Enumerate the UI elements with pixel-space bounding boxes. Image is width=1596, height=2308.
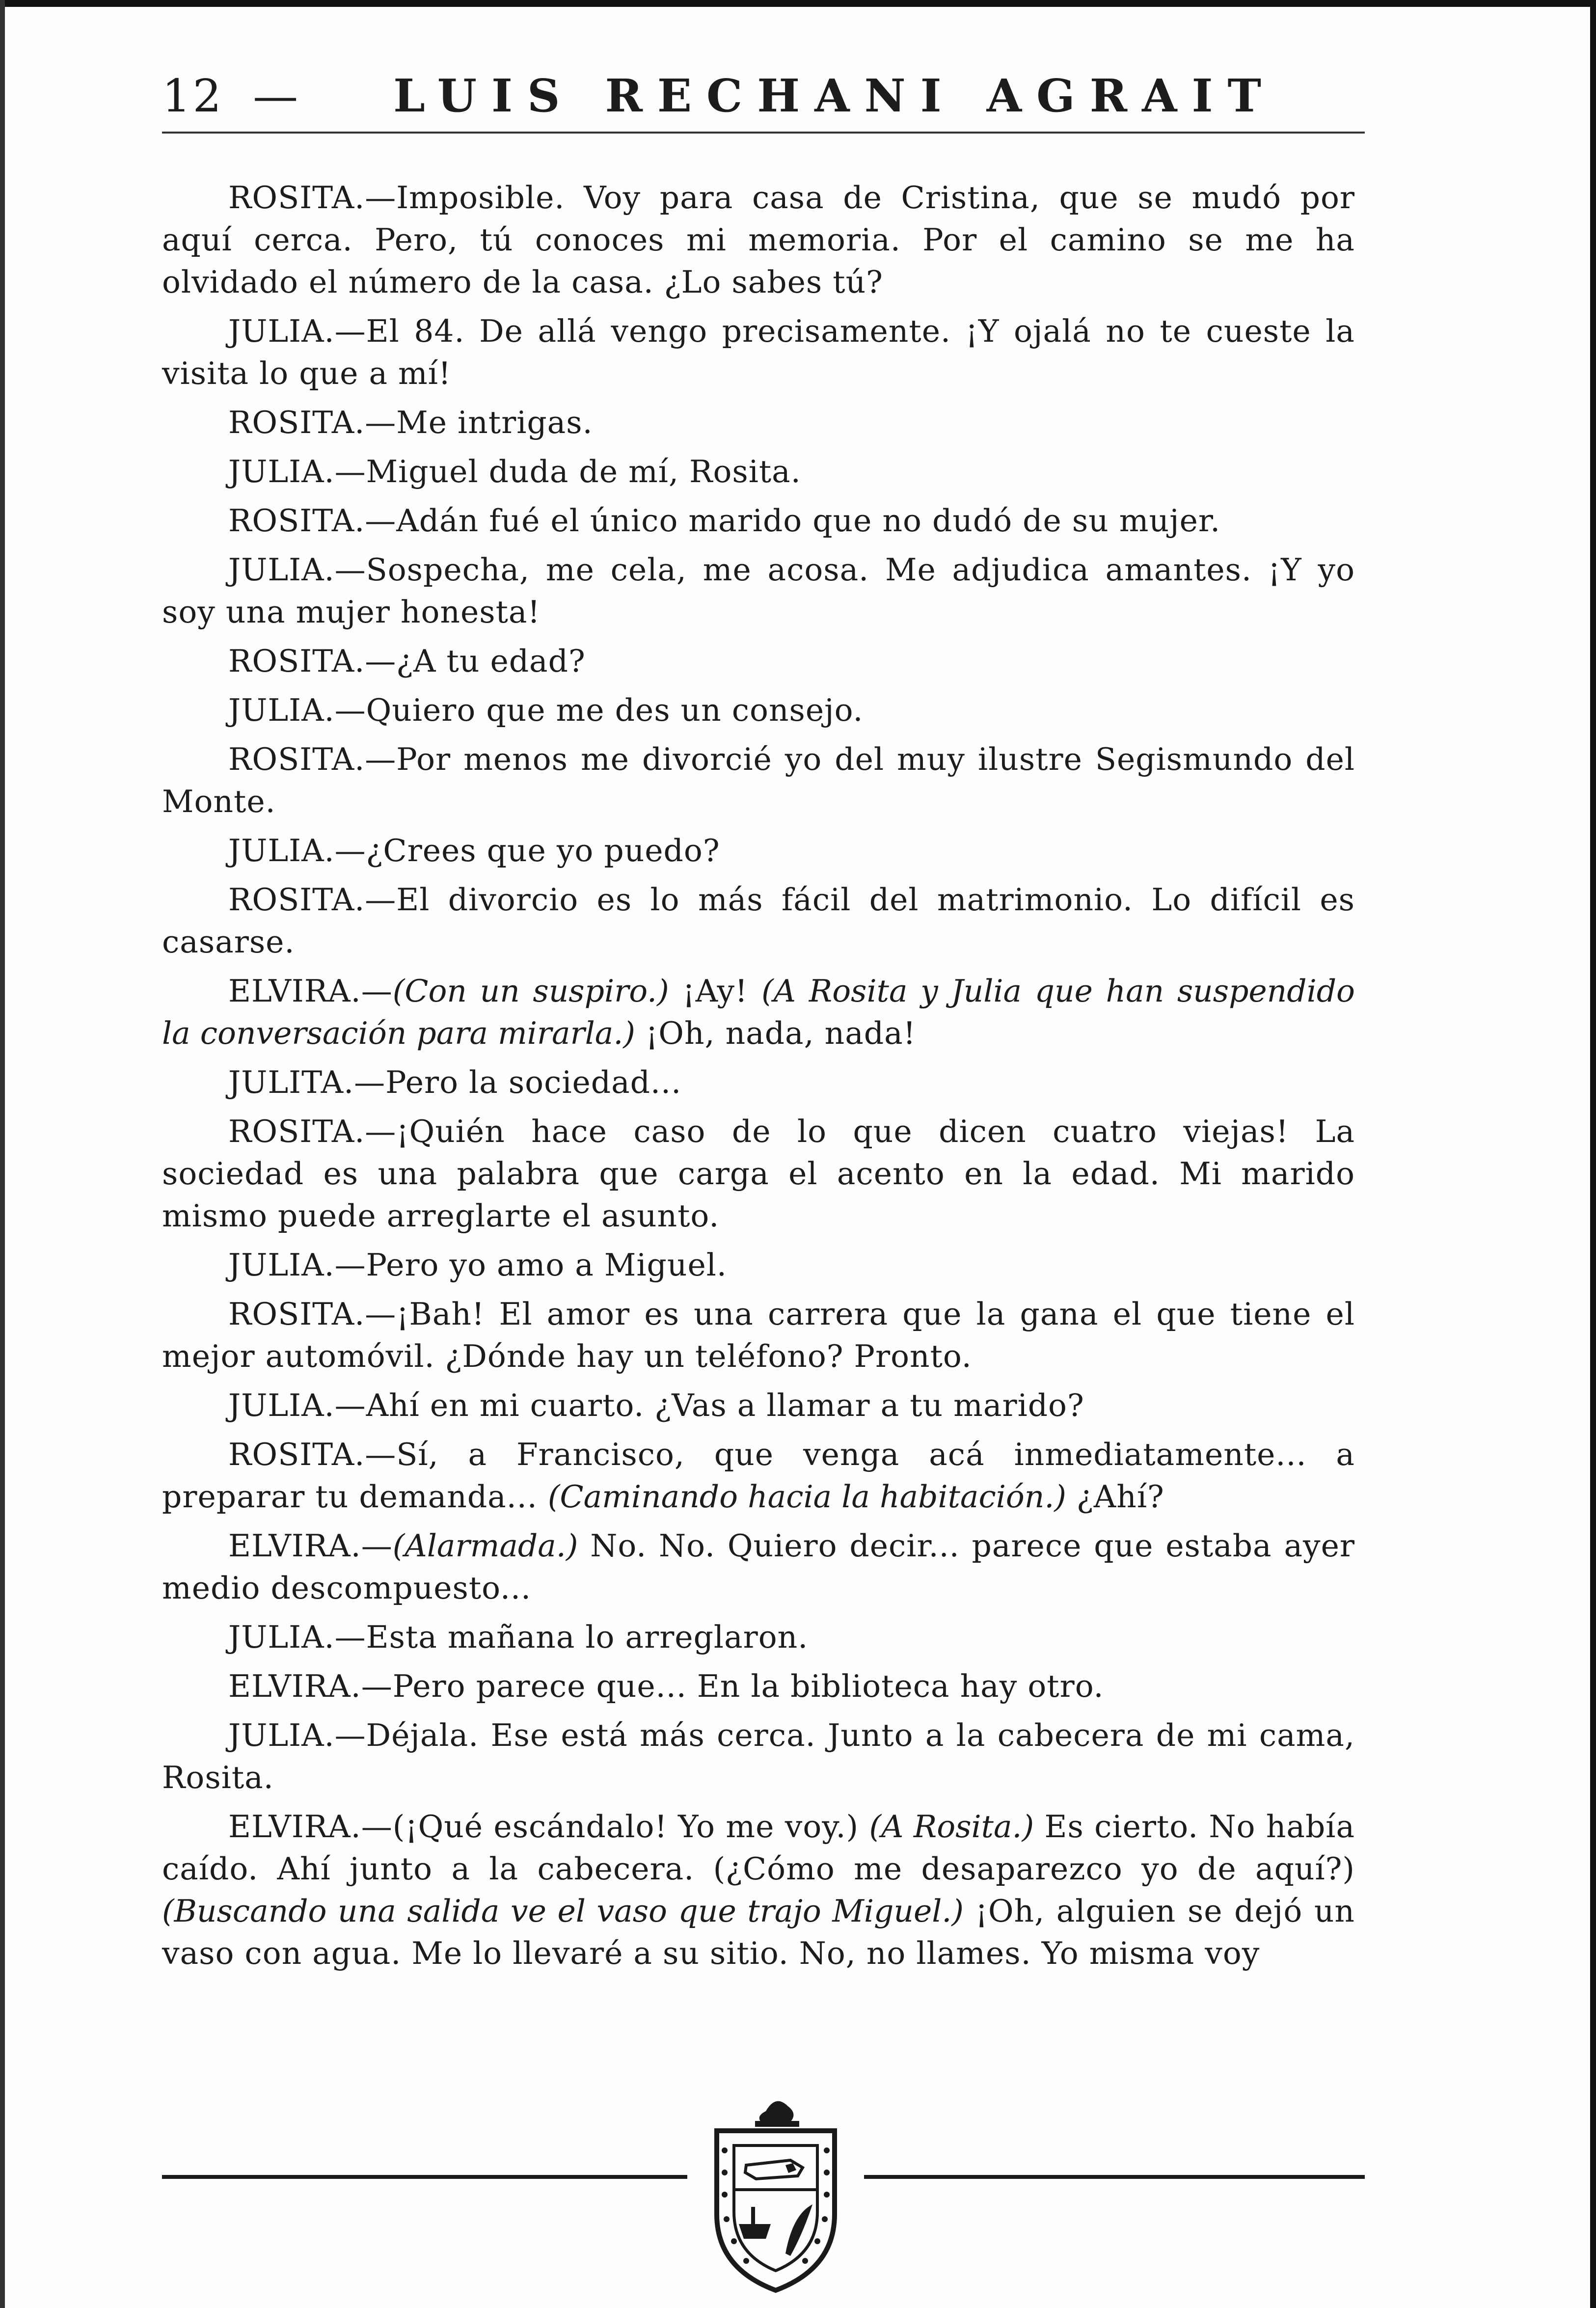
dialogue-text: JULIA.—Déjala. Ese está más cerca. Junto a la cabecera de mi cama, Rosita. — [162, 1717, 1355, 1795]
dialogue-text: ROSITA.—El divorcio es lo más fácil del matrimonio. Lo difícil es casarse. — [162, 882, 1355, 960]
stage-direction: (Alarmada.) — [392, 1528, 578, 1564]
dialogue-text: JULIA.—Sospecha, me cela, me acosa. Me adjudica amantes. ¡Y yo soy una mujer honesta! — [162, 552, 1355, 630]
dialogue-text: No. No. Quiero decir... parece que estaba ayer medio descompuesto... — [162, 1528, 1355, 1606]
stage-direction: (Con un suspiro.) — [392, 973, 669, 1009]
dialogue-text: JULIA.—¿Crees que yo puedo? — [228, 833, 720, 869]
dialogue-paragraph — [162, 177, 1355, 303]
dialogue-paragraph — [162, 738, 1355, 823]
dialogue-paragraph — [162, 1385, 1355, 1427]
dialogue-paragraph — [162, 1111, 1355, 1237]
dialogue-paragraph — [162, 1806, 1355, 1975]
footer-rule-right — [864, 2175, 1365, 2179]
dialogue-paragraph — [162, 689, 1355, 732]
dialogue-text: ¡Oh, nada, nada! — [635, 1015, 916, 1051]
dialogue-text: ROSITA.—Adán fué el único marido que no dudó de su mujer. — [228, 503, 1221, 539]
dialogue-text: ¡Oh, alguien se dejó un vaso con agua. Me lo llevaré a su sitio. No, no llames. Yo misma voy — [162, 1893, 1355, 1971]
coat-of-arms-seal-icon — [692, 2091, 859, 2298]
dialogue-text: ROSITA.—Imposible. Voy para casa de Cristina, que se mudó por aquí cerca. Pero, tú conoces mi memoria. Por el camino se me ha olvidado el número de la casa. ¿Lo sabes tú? — [162, 180, 1355, 300]
dialogue-paragraph — [162, 549, 1355, 633]
page-number: 12 — [162, 69, 224, 122]
dialogue-paragraph — [162, 1244, 1355, 1286]
dialogue-text: ROSITA.—¿A tu edad? — [228, 643, 586, 679]
dialogue-paragraph — [162, 1525, 1355, 1609]
dialogue-text: ¡Ay! — [669, 973, 762, 1009]
dialogue-text: ELVIRA.— — [228, 1528, 393, 1564]
dialogue-text: JULIA.—Pero yo amo a Miguel. — [228, 1247, 727, 1283]
dialogue-text: ¿Ahí? — [1066, 1479, 1164, 1515]
footer-rule-left — [162, 2175, 687, 2179]
page-header — [162, 64, 1370, 128]
page-edge-right — [1590, 0, 1596, 2308]
dialogue-text: ROSITA.—Me intrigas. — [228, 405, 593, 440]
dialogue-paragraph — [162, 402, 1355, 444]
dialogue-text: ROSITA.—¡Quién hace caso de lo que dicen cuatro viejas! La sociedad es una palabra que carga el acento en la edad. Mi marido mismo puede arreglarte el asunto. — [162, 1113, 1355, 1234]
dialogue-paragraph — [162, 1061, 1355, 1104]
dialogue-paragraph — [162, 1293, 1355, 1378]
stage-direction: (A Rosita y Julia que han suspendido la conversación para mirarla.) — [162, 973, 1355, 1051]
running-head-author: LUIS RECHANI AGRAIT — [393, 69, 1276, 122]
dialogue-paragraph — [162, 970, 1355, 1055]
dialogue-paragraph — [162, 500, 1355, 542]
dialogue-text: JULIA.—El 84. De allá vengo precisamente. ¡Y ojalá no te cueste la visita lo que a mí! — [162, 313, 1355, 391]
dialogue-paragraph — [162, 310, 1355, 395]
dialogue-text: ROSITA.—¡Bah! El amor es una carrera que la gana el que tiene el mejor automóvil. ¿Dónde hay un teléfono? Pronto. — [162, 1296, 1355, 1374]
dialogue-text: JULIA.—Quiero que me des un consejo. — [228, 692, 864, 728]
dialogue-text: ROSITA.—Sí, a Francisco, que venga acá inmediatamente... a preparar tu demanda... — [162, 1437, 1355, 1515]
page-edge-left — [0, 0, 5, 2308]
dialogue-text: ELVIRA.— — [228, 973, 393, 1009]
dialogue-text: ELVIRA.—(¡Qué escándalo! Yo me voy.) — [228, 1809, 869, 1845]
dialogue-paragraph — [162, 1665, 1355, 1708]
dialogue-paragraph — [162, 1434, 1355, 1518]
dialogue-paragraph — [162, 451, 1355, 493]
header-dash: — — [253, 69, 300, 122]
dialogue-paragraph — [162, 1616, 1355, 1658]
page-edge-top — [0, 0, 1596, 7]
dialogue-paragraph — [162, 640, 1355, 682]
stage-direction: (Caminando hacia la habitación.) — [547, 1479, 1066, 1515]
dialogue-text: JULITA.—Pero la sociedad... — [228, 1064, 682, 1100]
dialogue-text: JULIA.—Miguel duda de mí, Rosita. — [228, 454, 801, 489]
page-footer — [162, 2091, 1365, 2298]
stage-direction: (A Rosita.) — [869, 1809, 1034, 1845]
dialogue-paragraph — [162, 879, 1355, 963]
dialogue-paragraph — [162, 830, 1355, 872]
dialogue-body — [162, 177, 1355, 1982]
dialogue-text: JULIA.—Esta mañana lo arreglaron. — [228, 1619, 809, 1655]
dialogue-text: JULIA.—Ahí en mi cuarto. ¿Vas a llamar a tu marido? — [228, 1387, 1084, 1423]
stage-direction: (Buscando una salida ve el vaso que trajo Miguel.) — [162, 1893, 964, 1929]
dialogue-text: Es cierto. No había caído. Ahí junto a la cabecera. (¿Cómo me desaparezco yo de aquí?) — [162, 1809, 1355, 1887]
dialogue-paragraph — [162, 1714, 1355, 1799]
header-rule — [162, 132, 1365, 134]
dialogue-text: ELVIRA.—Pero parece que... En la biblioteca hay otro. — [228, 1668, 1104, 1704]
dialogue-text: ROSITA.—Por menos me divorcié yo del muy ilustre Segismundo del Monte. — [162, 741, 1355, 819]
